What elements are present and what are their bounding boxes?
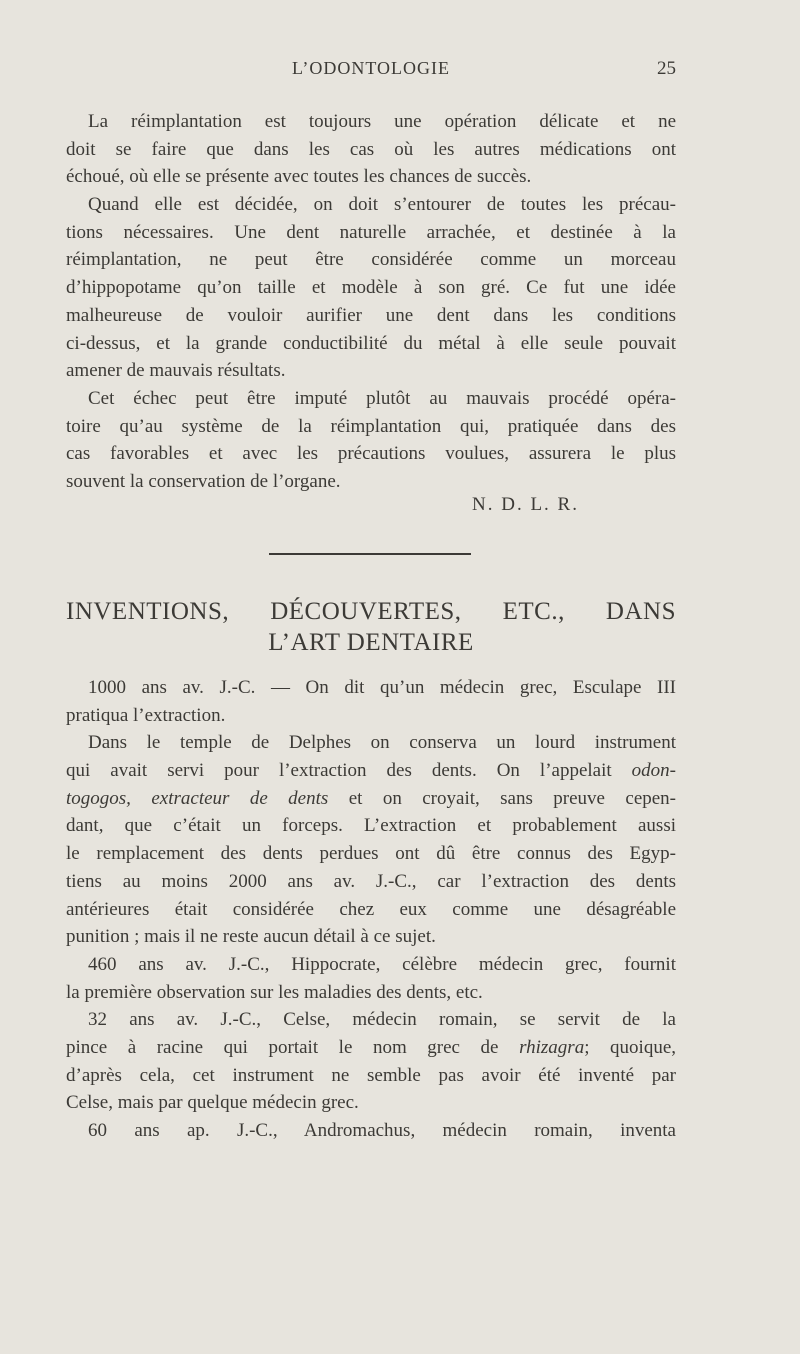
italic-term: extracteur de dents <box>151 787 329 809</box>
page-number: 25 <box>657 58 676 79</box>
text-line: Cet échec peut être imputé plutôt au mauvais procédé opéra- <box>88 387 676 409</box>
section-heading-line2: L’ART DENTAIRE <box>268 629 474 656</box>
text-line: pratiqua l’extraction. <box>66 704 226 726</box>
text-fragment: et on croyait, sans preuve cepen- <box>348 787 677 809</box>
text-line: 1000 ans av. J.-C. — On dit qu’un médecin grec, Esculape III <box>88 677 676 698</box>
running-title: L’ODONTOLOGIE <box>292 58 450 78</box>
text-line <box>66 757 676 785</box>
section-heading <box>66 596 676 658</box>
text-line: amener de mauvais résultats. <box>66 360 286 382</box>
text-line: punition ; mais il ne reste aucun détail à ce sujet. <box>66 926 436 948</box>
paragraph-block-reimplantation <box>66 108 676 496</box>
text-line: Dans le temple de Delphes on conserva un lourd instrument <box>88 732 676 754</box>
text-line: cas favorables et avec les précautions voulues, assurera le plus <box>66 443 676 465</box>
text-fragment: qui avait servi pour l’extraction des dents. On l’appelait <box>66 760 612 782</box>
text-line: doit se faire que dans les cas où les autres médications ont <box>66 138 676 160</box>
text-line: dant, que c’était un forceps. L’extraction et probablement aussi <box>66 815 676 837</box>
text-line: La réimplantation est toujours une opération délicate et ne <box>88 111 676 132</box>
italic-term: odon- <box>631 760 676 782</box>
section-divider <box>269 553 471 555</box>
italic-term: rhizagra <box>519 1036 585 1058</box>
text-line: d’après cela, cet instrument ne semble pas avoir été inventé par <box>66 1064 676 1086</box>
italic-term: togogos, <box>66 787 131 809</box>
text-line: 32 ans av. J.-C., Celse, médecin romain, se servit de la <box>88 1009 676 1031</box>
text-line: la première observation sur les maladies des dents, etc. <box>66 981 483 1003</box>
text-line: le remplacement des dents perdues ont dû être connus des Egyp- <box>66 843 676 865</box>
text-line: souvent la conservation de l’organe. <box>66 470 341 492</box>
text-fragment: pince à racine qui portait le nom grec de <box>66 1036 499 1058</box>
text-line: malheureuse de vouloir aurifier une dent dans les conditions <box>66 304 676 326</box>
paragraph-block-inventions <box>66 674 676 1145</box>
text-line: tions nécessaires. Une dent naturelle arrachée, et destinée à la <box>66 221 676 243</box>
text-line <box>66 1034 676 1062</box>
text-line: 460 ans av. J.-C., Hippocrate, célèbre médecin grec, fournit <box>88 953 676 975</box>
text-line: d’hippopotame qu’on taille et modèle à son gré. Ce fut une idée <box>66 277 676 299</box>
section-heading-line1: INVENTIONS, DÉCOUVERTES, ETC., DANS <box>66 598 676 625</box>
text-line: échoué, où elle se présente avec toutes les chances de succès. <box>66 166 532 188</box>
running-head <box>66 58 676 86</box>
text-line: tiens au moins 2000 ans av. J.-C., car l’extraction des dents <box>66 870 676 892</box>
text-line: antérieures était considérée chez eux comme une désagréable <box>66 898 676 920</box>
text-fragment: ; quoique, <box>584 1036 677 1058</box>
text-line: Celse, mais par quelque médecin grec. <box>66 1092 359 1114</box>
signature: N. D. L. R. <box>472 494 579 515</box>
text-line: réimplantation, ne peut être considérée comme un morceau <box>66 249 676 271</box>
text-line: Quand elle est décidée, on doit s’entourer de toutes les précau- <box>88 194 676 216</box>
text-line <box>66 785 676 813</box>
text-line: ci-dessus, et la grande conductibilité du métal à elle seule pouvait <box>66 332 676 354</box>
text-line: toire qu’au système de la réimplantation qui, pratiquée dans des <box>66 415 676 437</box>
text-line: 60 ans ap. J.-C., Andromachus, médecin romain, inventa <box>88 1120 676 1141</box>
